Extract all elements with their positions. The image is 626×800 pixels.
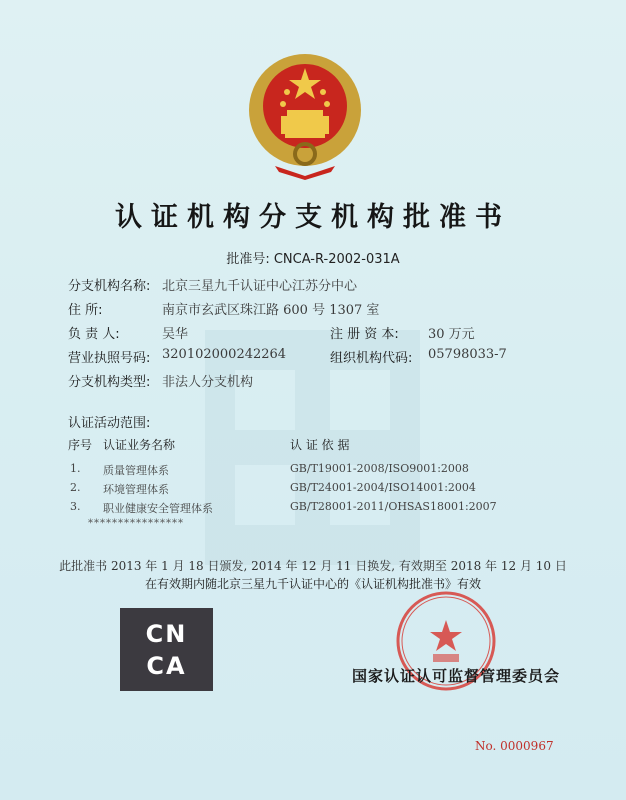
- certificate-title: 认证机构分支机构批准书: [115, 202, 511, 233]
- scope-title: 认证活动范围:: [68, 416, 151, 431]
- org-code-value: 05798033-7: [428, 347, 507, 362]
- address-value: 南京市玄武区珠江路 600 号 1307 室: [162, 303, 380, 318]
- branch-name-label: 分支机构名称:: [68, 279, 151, 294]
- row-3-no: 3.: [70, 500, 81, 513]
- header-name: 认证业务名称: [103, 438, 176, 452]
- cnca-logo: [120, 608, 213, 691]
- responsible-label: 负 责 人:: [68, 327, 120, 342]
- header-basis: 认 证 依 据: [290, 438, 350, 452]
- row-3-basis: GB/T28001-2011/OHSAS18001:2007: [290, 500, 497, 513]
- header-no: 序号: [68, 438, 93, 452]
- type-value: 非法人分支机构: [162, 375, 254, 390]
- license-label: 营业执照号码:: [68, 351, 151, 366]
- branch-name-value: 北京三星九千认证中心江苏分中心: [162, 279, 358, 294]
- type-label: 分支机构类型:: [68, 375, 151, 390]
- approval-number: 批准号: CNCA-R-2002-031A: [226, 252, 400, 267]
- logo-line2: CA: [146, 652, 187, 680]
- row-2-no: 2.: [70, 481, 81, 494]
- row-2-name: 环境管理体系: [103, 483, 169, 496]
- row-1-no: 1.: [70, 462, 81, 475]
- address-label: 住 所:: [68, 303, 103, 318]
- stars-divider: ****************: [88, 518, 184, 529]
- responsible-value: 吴华: [162, 327, 189, 342]
- validity-statement: 此批准书 2013 年 1 月 18 日颁发, 2014 年 12 月 11 日换发, 有效期至 2018 年 12 月 10 日: [59, 559, 567, 573]
- validity-note: 在有效期内随北京三星九千认证中心的《认证机构批准书》有效: [144, 577, 481, 591]
- row-3-name: 职业健康安全管理体系: [103, 502, 213, 515]
- row-1-name: 质量管理体系: [103, 464, 169, 477]
- capital-label: 注 册 资 本:: [330, 327, 399, 342]
- national-emblem-icon: [245, 48, 365, 180]
- row-1-basis: GB/T19001-2008/ISO9001:2008: [290, 462, 469, 475]
- row-2-basis: GB/T24001-2004/ISO14001:2004: [290, 481, 476, 494]
- org-code-label: 组织机构代码:: [330, 351, 413, 366]
- license-value: 320102000242264: [162, 347, 287, 362]
- capital-value: 30 万元: [428, 327, 475, 342]
- logo-line1: CN: [145, 620, 188, 648]
- issuer-name: 国家认证认可监督管理委员会: [352, 667, 561, 685]
- serial-number: No. 0000967: [475, 739, 554, 753]
